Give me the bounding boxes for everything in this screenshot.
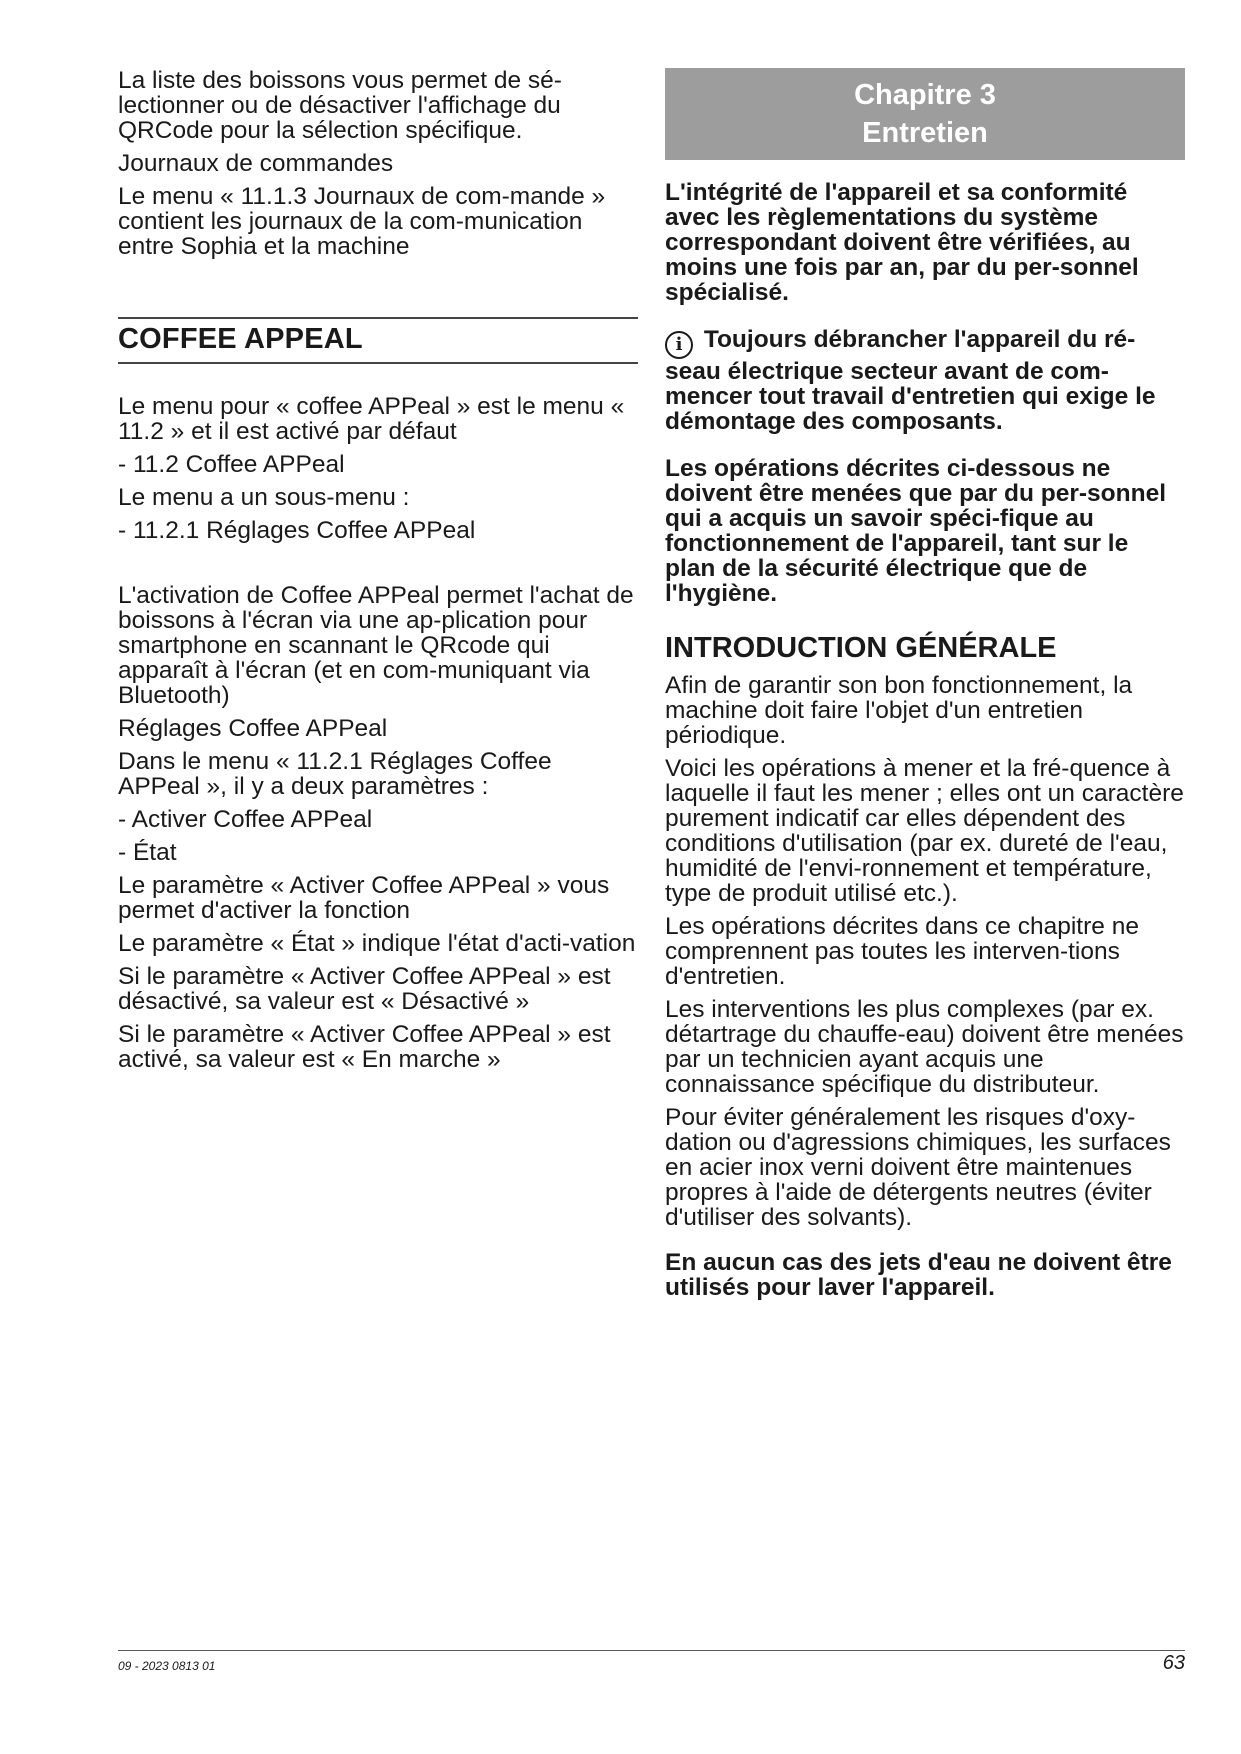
paragraph: Les interventions les plus complexes (par ex. détartrage du chauffe-eau) doivent être menées par un technicien ayant acquis une connaissance spécifique du distributeur.	[665, 996, 1184, 1098]
notice-qualified-personnel: Les opérations décrites ci-dessous ne doivent être menées que par du per-sonnel qui a acquis un savoir spéci-fique au fonctionnement de l'appareil, tant sur le plan de la sécurité électrique que de l'hygiène.	[665, 455, 1167, 607]
paragraph: Si le paramètre « Activer Coffee APPeal » est activé, sa valeur est « En marche »	[118, 1021, 611, 1073]
info-circle-icon: i	[665, 331, 693, 359]
chapter-label: Chapitre 3	[854, 79, 996, 111]
section-heading-introduction: INTRODUCTION GÉNÉRALE	[665, 632, 1057, 664]
paragraph: Réglages Coffee APPeal	[118, 715, 388, 742]
paragraph: Si le paramètre « Activer Coffee APPeal » est désactivé, sa valeur est « Désactivé »	[118, 963, 611, 1015]
paragraph: - 11.2 Coffee APPeal	[118, 451, 345, 478]
chapter-banner	[665, 68, 1185, 160]
paragraph: Voici les opérations à mener et la fré-quence à laquelle il faut les mener ; elles ont un caractère purement indicatif car elles dépendent des conditions d'utilisation (par ex. dureté de l'eau, humidité de l'envi-ronnement et température, type de produit utilisé etc.).	[665, 755, 1184, 907]
paragraph: Les opérations décrites dans ce chapitre ne comprennent pas toutes les interven-tions d'entretien.	[665, 913, 1139, 990]
paragraph: - État	[118, 839, 177, 866]
paragraph: La liste des boissons vous permet de sé-lectionner ou de désactiver l'affichage du QRCode pour la sélection spécifique.	[118, 67, 562, 144]
notice-disconnect-text: Toujours débrancher l'appareil du ré-seau électrique secteur avant de com-mencer tout travail d'entretien qui exige le démontage des composants.	[665, 326, 1156, 435]
page-number: 63	[1162, 1652, 1185, 1674]
right-column	[665, 68, 1185, 1308]
footer-divider	[118, 1650, 1185, 1651]
coffee-appeal-heading-block	[118, 317, 638, 364]
paragraph: Le menu « 11.1.3 Journaux de com-mande » contient les journaux de la com-munication entre Sophia et la machine	[118, 183, 606, 260]
paragraph: Dans le menu « 11.2.1 Réglages Coffee APPeal », il y a deux paramètres :	[118, 748, 552, 800]
paragraph: Afin de garantir son bon fonctionnement, la machine doit faire l'objet d'un entretien périodique.	[665, 672, 1133, 749]
paragraph: Le menu a un sous-menu :	[118, 484, 410, 511]
paragraph: L'activation de Coffee APPeal permet l'achat de boissons à l'écran via une ap-plication pour smartphone en scannant le QRcode qui apparaît à l'écran (et en com-muniquant via Bluetooth)	[118, 582, 634, 709]
paragraph: - Activer Coffee APPeal	[118, 806, 373, 833]
paragraph: - 11.2.1 Réglages Coffee APPeal	[118, 517, 476, 544]
chapter-title: Entretien	[862, 117, 988, 149]
left-column	[118, 68, 638, 1080]
paragraph: Le paramètre « Activer Coffee APPeal » vous permet d'activer la fonction	[118, 872, 610, 924]
paragraph: Journaux de commandes	[118, 150, 394, 177]
coffee-appeal-settings-block	[118, 583, 638, 1072]
paragraph: Le menu pour « coffee APPeal » est le menu « 11.2 » et il est activé par défaut	[118, 393, 625, 445]
section-heading-coffee-appeal: COFFEE APPEAL	[118, 323, 363, 355]
notice-inspection: L'intégrité de l'appareil et sa conformité avec les règlementations du système correspondant doivent être vérifiées, au moins une fois par an, par du per-sonnel spécialisé.	[665, 179, 1139, 306]
document-code: 09 - 2023 0813 01	[118, 1659, 216, 1673]
coffee-appeal-menu-block	[118, 394, 638, 543]
notice-disconnect	[665, 327, 1185, 434]
paragraph: Pour éviter généralement les risques d'oxy-dation ou d'agressions chimiques, les surfaces en acier inox verni doivent être maintenues propres à l'aide de détergents neutres (éviter d'utiliser des solvants).	[665, 1104, 1171, 1231]
notice-no-water-jets: En aucun cas des jets d'eau ne doivent être utilisés pour laver l'appareil.	[665, 1249, 1172, 1301]
paragraph: Le paramètre « État » indique l'état d'acti-vation	[118, 930, 636, 957]
